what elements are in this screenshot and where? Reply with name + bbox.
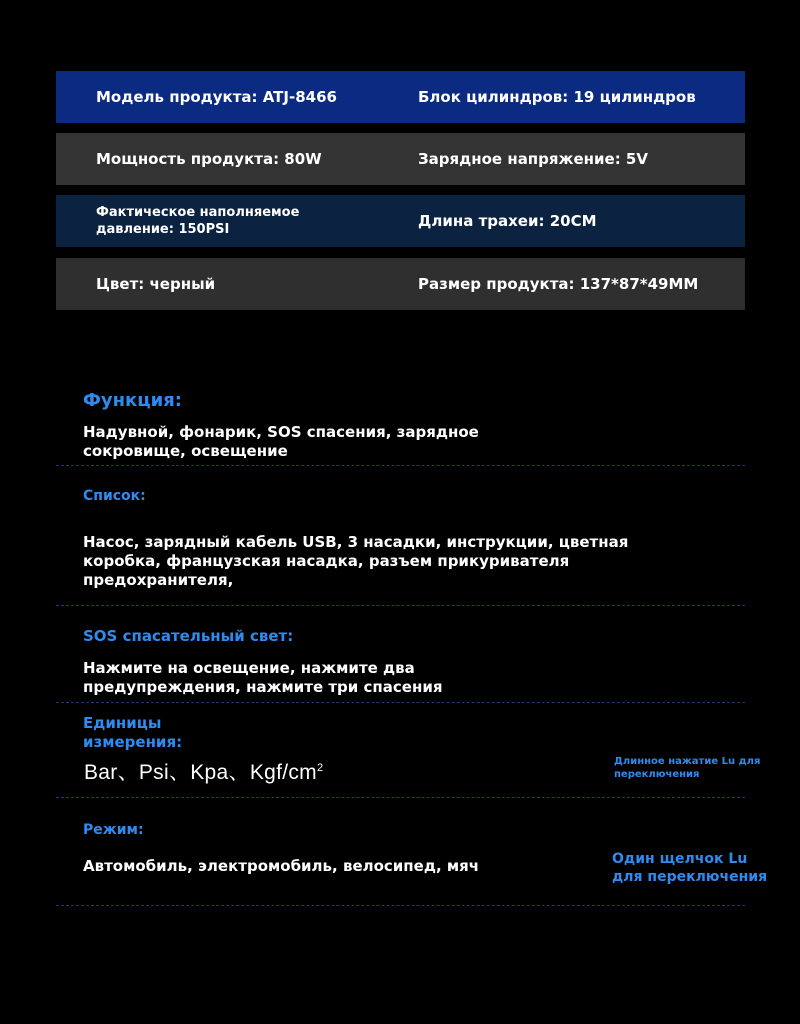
divider bbox=[56, 605, 745, 606]
units-title: Единицы измерения: bbox=[83, 714, 183, 751]
units-switch-note: Длинное нажатие Lu для переключения bbox=[614, 756, 761, 780]
mode-title: Режим: bbox=[83, 822, 144, 838]
spec-fill-pressure: Фактическое наполняемое давление: 150PSI bbox=[96, 205, 300, 237]
divider bbox=[56, 465, 745, 466]
list-text: Насос, зарядный кабель USB, 3 насадки, инструкции, цветная коробка, французская насадка, разъем прикуривателя предохранителя, bbox=[83, 533, 629, 589]
divider bbox=[56, 797, 745, 798]
mode-text: Автомобиль, электромобиль, велосипед, мяч bbox=[83, 857, 480, 875]
list-title: Список: bbox=[83, 488, 146, 504]
spec-row-pressure bbox=[56, 195, 745, 247]
sos-title: SOS спасательный свет: bbox=[83, 627, 294, 645]
divider bbox=[56, 702, 745, 703]
spec-size: Размер продукта: 137*87*49MM bbox=[418, 274, 699, 293]
spec-model: Модель продукта: ATJ-8466 bbox=[96, 87, 337, 106]
spec-cylinder-block: Блок цилиндров: 19 цилиндров bbox=[418, 87, 696, 106]
spec-row-model bbox=[56, 71, 745, 123]
units-value: Bar、Psi、Kpa、Kgf/$cm^2$ bbox=[84, 761, 324, 784]
spec-charging-voltage: Зарядное напряжение: 5V bbox=[418, 149, 648, 168]
divider bbox=[56, 905, 745, 906]
spec-row-color bbox=[56, 258, 745, 310]
spec-power: Мощность продукта: 80W bbox=[96, 149, 322, 168]
function-text: Надувной, фонарик, SOS спасения, зарядное сокровище, освещение bbox=[83, 423, 479, 460]
sos-text: Нажмите на освещение, нажмите два предупреждения, нажмите три спасения bbox=[83, 659, 443, 696]
spec-hose-length: Длина трахеи: 20CM bbox=[418, 211, 597, 230]
spec-row-power bbox=[56, 133, 745, 185]
spec-color: Цвет: черный bbox=[96, 274, 216, 293]
function-title: Функция: bbox=[83, 390, 182, 411]
mode-switch-note: Один щелчок Lu для переключения bbox=[612, 851, 768, 885]
units-superscript: 2 bbox=[316, 762, 324, 774]
